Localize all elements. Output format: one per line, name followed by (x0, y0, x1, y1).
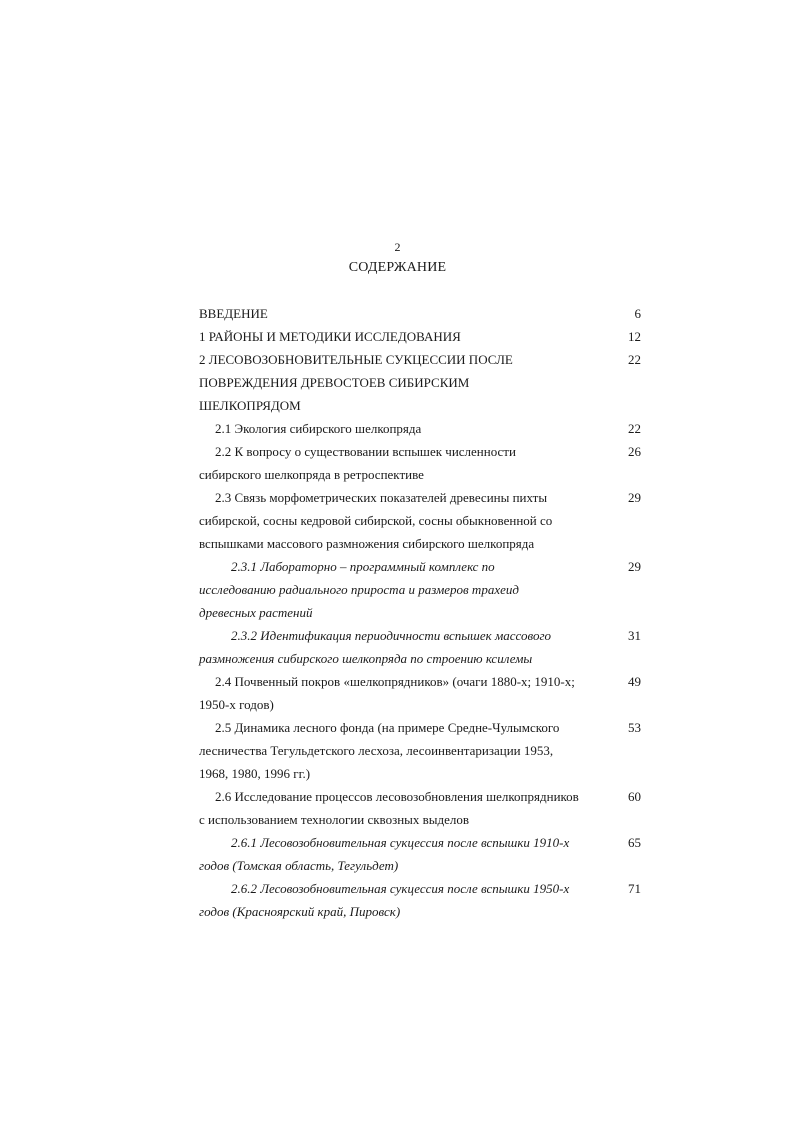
toc-entry-page: 71 (628, 881, 641, 896)
toc-entry-page: 26 (628, 444, 641, 459)
toc-entry (199, 785, 644, 831)
toc-entry (199, 325, 644, 348)
toc-entry-text: 2 ЛЕСОВОЗОБНОВИТЕЛЬНЫЕ СУКЦЕССИИ ПОСЛЕ ПОВРЕЖДЕНИЯ ДРЕВОСТОЕВ СИБИРСКИМ ШЕЛКОПРЯДОМ (199, 352, 513, 413)
toc-entry (199, 670, 644, 716)
toc-entry (199, 440, 644, 486)
toc-entry (199, 417, 644, 440)
toc-entry-text: 2.6 Исследование процессов лесовозобновления шелкопрядников с использованием технологии сквозных выделов (199, 789, 579, 827)
table-of-contents (199, 302, 644, 923)
toc-entry-page: 53 (628, 720, 641, 735)
toc-entry (199, 716, 644, 785)
toc-entry (199, 486, 644, 555)
toc-entry-text: 2.3.1 Лабораторно – программный комплекс по исследованию радиального прироста и размеров трахеид древесных растений (199, 559, 519, 620)
toc-entry-page: 29 (628, 490, 641, 505)
toc-entry-text: 2.6.2 Лесовозобновительная сукцессия после вспышки 1950-х годов (Красноярский край, Пировск) (199, 881, 570, 919)
toc-entry (199, 555, 644, 624)
toc-entry-text: 2.2 К вопросу о существовании вспышек численности сибирского шелкопряда в ретроспективе (199, 444, 516, 482)
toc-entry-text: 2.3.2 Идентификация периодичности вспышек массового размножения сибирского шелкопряда по строению ксилемы (199, 628, 552, 666)
toc-entry-page: 22 (628, 421, 641, 436)
toc-entry-page: 60 (628, 789, 641, 804)
toc-entry-page: 6 (634, 306, 641, 321)
toc-entry-text: 2.4 Почвенный покров «шелкопрядников» (очаги 1880-х; 1910-х; 1950-х годов) (199, 674, 575, 712)
toc-entry-text: 1 РАЙОНЫ И МЕТОДИКИ ИССЛЕДОВАНИЯ (199, 329, 461, 344)
toc-entry (199, 831, 644, 877)
toc-entry-text: 2.3 Связь морфометрических показателей древесины пихты сибирской, сосны кедровой сибирской, сосны обыкновенной со вспышками массового размножения сибирского шелкопряда (199, 490, 553, 551)
toc-entry-text: 2.1 Экология сибирского шелкопряда (215, 421, 422, 436)
toc-entry (199, 348, 644, 417)
toc-entry-text: ВВЕДЕНИЕ (199, 306, 268, 321)
toc-entry-text: 2.5 Динамика лесного фонда (на примере Средне-Чулымского лесничества Тегульдетского лесхоза, лесоинвентаризации 1953, 1968, 1980, 1996 гг.) (199, 720, 560, 781)
toc-entry-page: 29 (628, 559, 641, 574)
toc-entry-page: 31 (628, 628, 641, 643)
toc-title: СОДЕРЖАНИЕ (348, 260, 447, 275)
toc-entry (199, 302, 644, 325)
toc-entry-page: 22 (628, 352, 641, 367)
page-number: 2 (394, 240, 401, 254)
toc-entry (199, 877, 644, 923)
toc-entry (199, 624, 644, 670)
toc-entry-page: 12 (628, 329, 641, 344)
toc-entry-text: 2.6.1 Лесовозобновительная сукцессия после вспышки 1910-х годов (Томская область, Тегульдет) (199, 835, 570, 873)
toc-entry-page: 65 (628, 835, 641, 850)
toc-entry-page: 49 (628, 674, 641, 689)
